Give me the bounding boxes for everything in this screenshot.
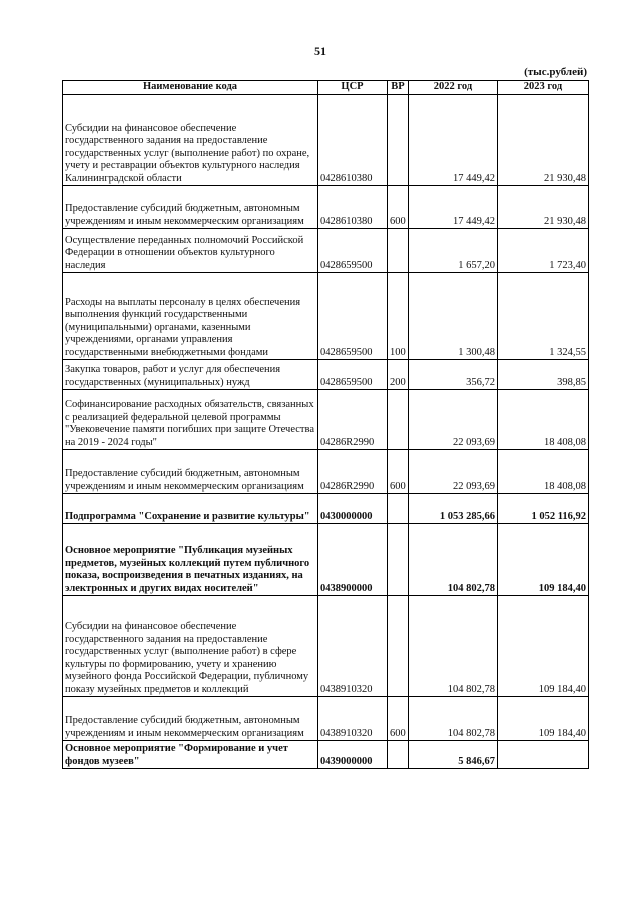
row-vr [388, 524, 409, 596]
row-vr [388, 596, 409, 697]
row-2022: 17 449,42 [409, 186, 498, 229]
table-row [63, 741, 589, 769]
row-2023: 18 408,08 [498, 390, 589, 450]
row-code: 0438900000 [318, 524, 388, 596]
row-code: 0428659500 [318, 273, 388, 360]
row-vr [388, 95, 409, 186]
table-row [63, 95, 589, 186]
row-2023: 21 930,48 [498, 95, 589, 186]
table-row [63, 450, 589, 494]
row-code: 0438910320 [318, 596, 388, 697]
row-2023: 1 052 116,92 [498, 494, 589, 524]
row-2022: 22 093,69 [409, 450, 498, 494]
row-name: Основное мероприятие "Формирование и учет фондов музеев" [63, 741, 318, 769]
page-number: 51 [314, 44, 326, 58]
row-code: 0438910320 [318, 697, 388, 741]
row-vr: 600 [388, 186, 409, 229]
table-row [63, 697, 589, 741]
header-2022: 2022 год [409, 81, 498, 95]
header-name: Наименование кода [63, 81, 318, 95]
row-2022: 1 300,48 [409, 273, 498, 360]
row-vr [388, 494, 409, 524]
row-name: Осуществление переданных полномочий Российской Федерации в отношении объектов культурного наследия [63, 229, 318, 273]
header-2023: 2023 год [498, 81, 589, 95]
table-row [63, 596, 589, 697]
table-row [63, 494, 589, 524]
header-vr: ВР [388, 81, 409, 95]
row-2023 [498, 741, 589, 769]
row-2023: 18 408,08 [498, 450, 589, 494]
table-row [63, 524, 589, 596]
row-2022: 17 449,42 [409, 95, 498, 186]
row-name: Основное мероприятие "Публикация музейных предметов, музейных коллекций путем публичного показа, воспроизведения в печатных изданиях, на электронных и других видах носителей" [63, 524, 318, 596]
table-row [63, 229, 589, 273]
budget-table [62, 80, 589, 769]
row-2023: 1 324,55 [498, 273, 589, 360]
row-2022: 1 053 285,66 [409, 494, 498, 524]
units-label: (тыс.рублей) [524, 66, 587, 78]
row-code: 0428659500 [318, 360, 388, 390]
row-name: Софинансирование расходных обязательств, связанных с реализацией федеральной целевой программы "Увековечение памяти погибших при защите Отечества на 2019 - 2024 годы" [63, 390, 318, 450]
row-name: Предоставление субсидий бюджетным, автономным учреждениям и иным некоммерческим организациям [63, 697, 318, 741]
row-2023: 109 184,40 [498, 524, 589, 596]
row-2023: 1 723,40 [498, 229, 589, 273]
row-code: 04286R2990 [318, 390, 388, 450]
row-code: 0428610380 [318, 186, 388, 229]
row-name: Расходы на выплаты персоналу в целях обеспечения выполнения функций государственными (муниципальными) органами, казенными учреждениями, органами управления государственными внебюджетными фондами [63, 273, 318, 360]
row-2022: 1 657,20 [409, 229, 498, 273]
row-name: Предоставление субсидий бюджетным, автономным учреждениям и иным некоммерческим организациям [63, 450, 318, 494]
table-header-row [63, 81, 589, 95]
table-row [63, 390, 589, 450]
row-2023: 21 930,48 [498, 186, 589, 229]
table-row [63, 273, 589, 360]
row-name: Предоставление субсидий бюджетным, автономным учреждениям и иным некоммерческим организациям [63, 186, 318, 229]
row-code: 0428610380 [318, 95, 388, 186]
row-name: Субсидии на финансовое обеспечение государственного задания на предоставление государственных услуг (выполнение работ) в сфере культуры по формированию, учету и хранению музейного фонда Российской Федерации, публичному показу музейных предметов и коллекций [63, 596, 318, 697]
row-name: Закупка товаров, работ и услуг для обеспечения государственных (муниципальных) нужд [63, 360, 318, 390]
row-vr: 100 [388, 273, 409, 360]
row-name: Подпрограмма "Сохранение и развитие культуры" [63, 494, 318, 524]
table-row [63, 360, 589, 390]
row-2022: 356,72 [409, 360, 498, 390]
row-code: 0428659500 [318, 229, 388, 273]
row-vr: 200 [388, 360, 409, 390]
row-vr: 600 [388, 450, 409, 494]
row-code: 04286R2990 [318, 450, 388, 494]
row-2023: 109 184,40 [498, 697, 589, 741]
row-2022: 104 802,78 [409, 524, 498, 596]
table-row [63, 186, 589, 229]
row-code: 0439000000 [318, 741, 388, 769]
row-vr [388, 229, 409, 273]
row-vr: 600 [388, 697, 409, 741]
header-csr: ЦСР [318, 81, 388, 95]
row-2022: 104 802,78 [409, 697, 498, 741]
row-code: 0430000000 [318, 494, 388, 524]
row-vr [388, 390, 409, 450]
row-2022: 5 846,67 [409, 741, 498, 769]
row-2023: 109 184,40 [498, 596, 589, 697]
row-name: Субсидии на финансовое обеспечение государственного задания на предоставление государственных услуг (выполнение работ) по охране, учету и реставрации объектов культурного наследия Калининградской области [63, 95, 318, 186]
row-vr [388, 741, 409, 769]
row-2022: 22 093,69 [409, 390, 498, 450]
row-2022: 104 802,78 [409, 596, 498, 697]
row-2023: 398,85 [498, 360, 589, 390]
